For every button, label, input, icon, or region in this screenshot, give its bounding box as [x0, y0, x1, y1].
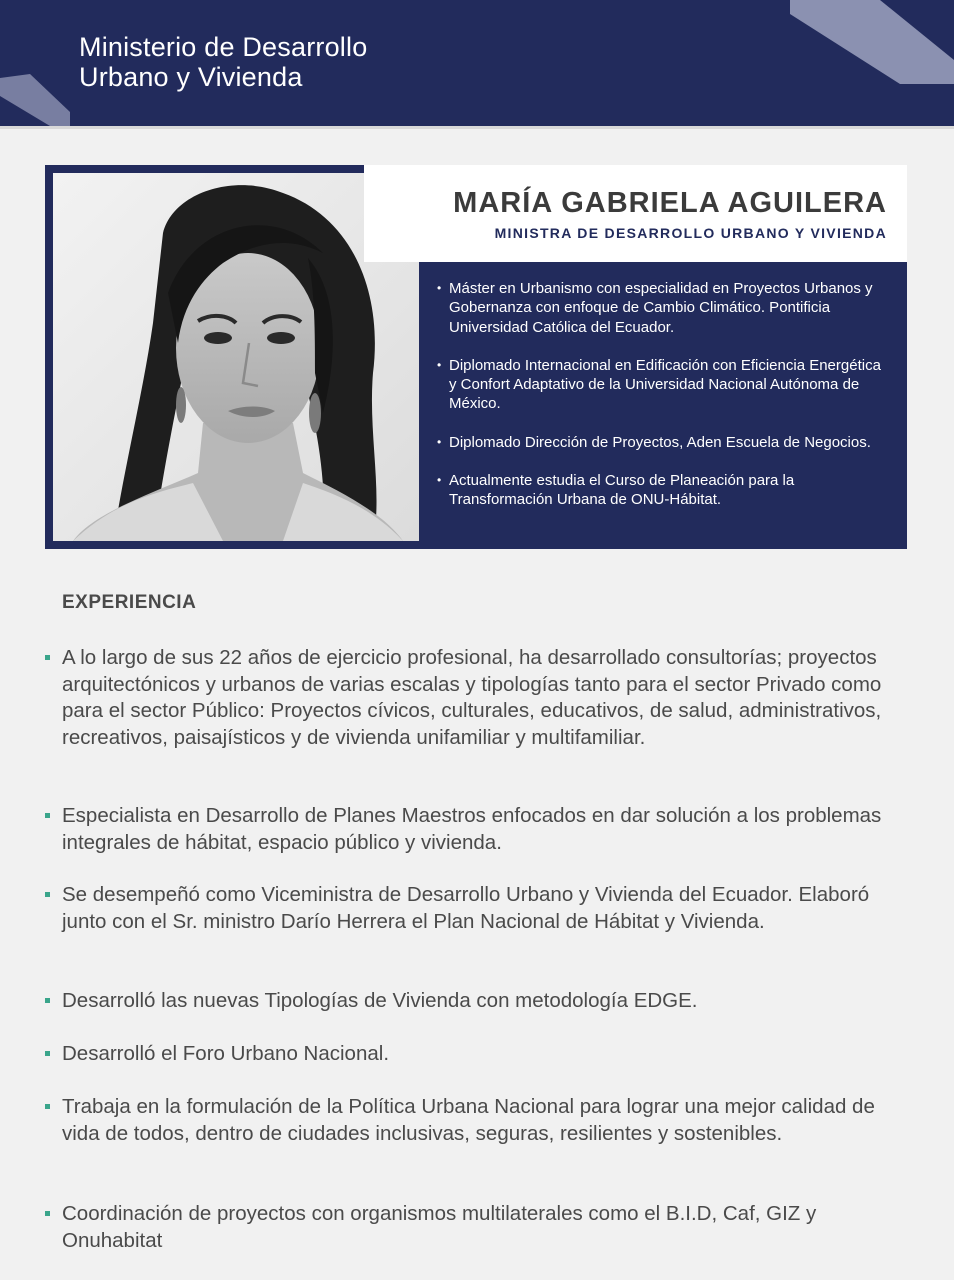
education-item: • Diplomado Dirección de Proyectos, Aden Escuela de Negocios. [437, 433, 887, 452]
profile-card [45, 165, 907, 549]
education-list [437, 279, 887, 529]
header-banner [0, 0, 954, 126]
ministry-title [79, 32, 367, 92]
experience-item [62, 803, 912, 856]
experience-item-text: Especialista en Desarrollo de Planes Maestros enfocados en dar solución a los problemas integrales de hábitat, espacio público y vivienda. [62, 804, 882, 854]
education-item: • Máster en Urbanismo con especialidad en Proyectos Urbanos y Gobernanza con enfoque de Cambio Climático. Pontificia Universidad Católica del Ecuador. [437, 279, 887, 337]
person-role: MINISTRA DE DESARROLLO URBANO Y VIVIENDA [494, 225, 887, 241]
education-item: • Actualmente estudia el Curso de Planeación para la Transformación Urbana de ONU-Hábitat. [437, 471, 887, 510]
experience-item-text: A lo largo de sus 22 años de ejercicio profesional, ha desarrollado consultorías; proyectos arquitectónicos y urbanos de varias escalas y tipologías tanto para el sector Privado como para el sector Público: Proyectos cívicos, culturales, educativos, de salud, administrativos, recreativos, paisajísticos y de vivienda unifamiliar y multifamiliar. [62, 646, 882, 749]
experience-item-text: Desarrolló las nuevas Tipologías de Vivienda con metodología EDGE. [62, 989, 698, 1012]
bullet-marker [45, 892, 50, 897]
bullet-marker [45, 655, 50, 660]
experience-item [62, 882, 912, 935]
name-box [364, 165, 907, 262]
bullet-marker [45, 998, 50, 1003]
experience-item [62, 988, 912, 1015]
experience-item [62, 1041, 912, 1068]
bullet-marker [45, 1104, 50, 1109]
experience-item [62, 1094, 912, 1147]
header-divider [0, 126, 954, 129]
experience-item-text: Se desempeñó como Viceministra de Desarrollo Urbano y Vivienda del Ecuador. Elaboró junto con el Sr. ministro Darío Herrera el Plan Nacional de Hábitat y Vivienda. [62, 883, 870, 933]
education-item: • Diplomado Internacional en Edificación con Eficiencia Energética y Confort Adaptativo de la Universidad Nacional Autónoma de México. [437, 356, 887, 414]
bullet-marker [45, 1211, 50, 1216]
bullet-marker [45, 813, 50, 818]
experience-item [62, 645, 912, 751]
experience-item-text: Coordinación de proyectos con organismos multilaterales como el B.I.D, Caf, GIZ y Onuhabitat [62, 1202, 817, 1252]
experience-heading: EXPERIENCIA [62, 592, 197, 613]
ministry-title-line1: Ministerio de Desarrollo [79, 32, 368, 62]
experience-item-text: Desarrolló el Foro Urbano Nacional. [62, 1042, 390, 1065]
bullet-marker [45, 1051, 50, 1056]
experience-item-text: Trabaja en la formulación de la Política Urbana Nacional para lograr una mejor calidad de vida de todos, dentro de ciudades inclusivas, seguras, resilientes y sostenibles. [62, 1095, 875, 1145]
person-name: MARÍA GABRIELA AGUILERA [453, 187, 887, 219]
ministry-title-line2: Urbano y Vivienda [79, 62, 303, 92]
experience-item [62, 1201, 912, 1254]
